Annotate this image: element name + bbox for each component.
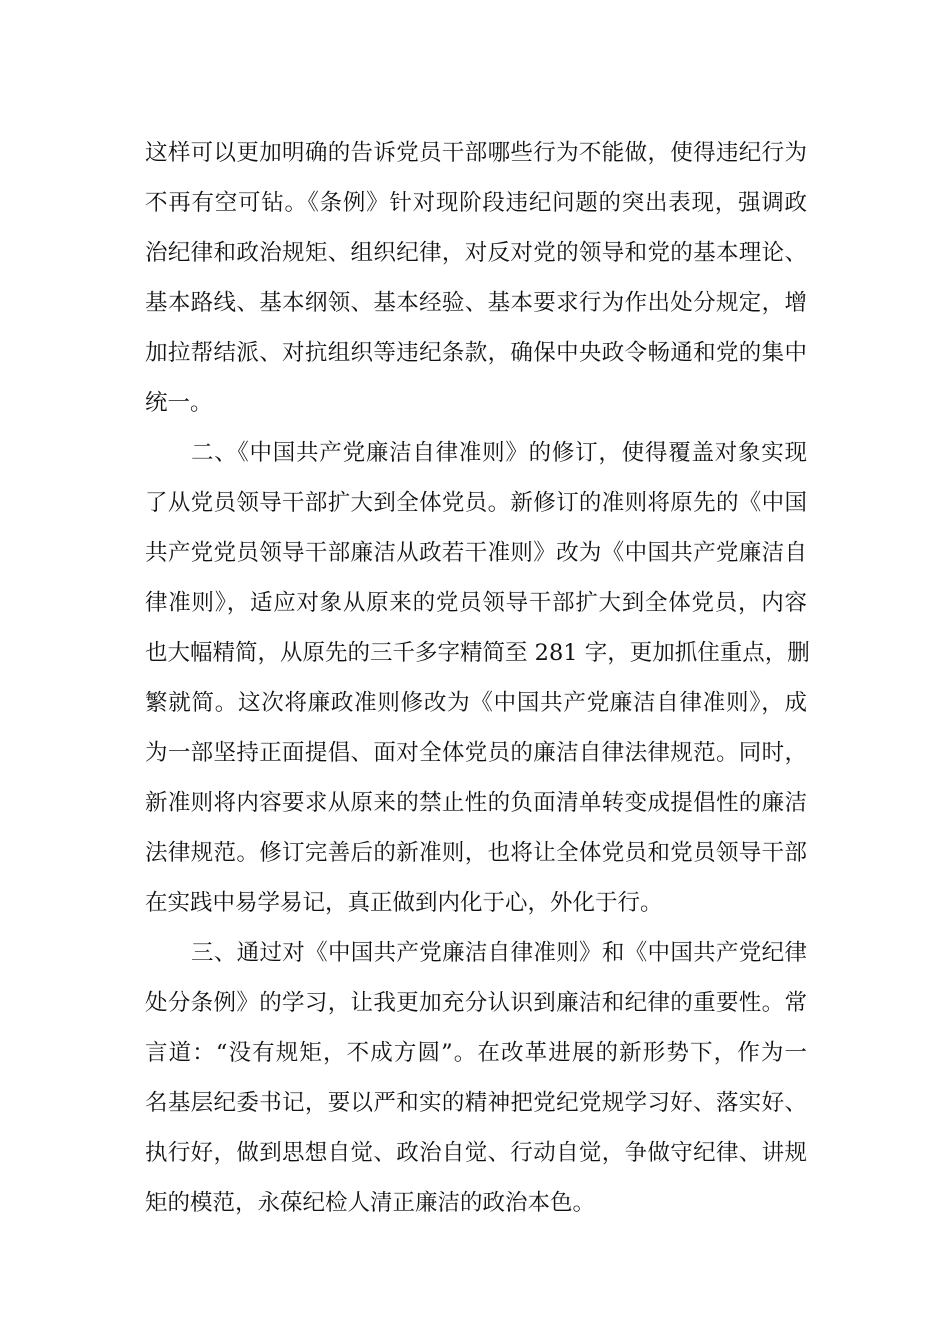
- text-line: 律准则》，适应对象从原来的党员领导干部扩大到全体党员，内容: [145, 590, 807, 616]
- paragraph-first-line: 三、通过对《中国共产党廉洁自律准则》和《中国共产党纪律: [191, 940, 807, 966]
- text-line: 新准则将内容要求从原来的禁止性的负面清单转变成提倡性的廉洁: [145, 790, 807, 816]
- text-line: 言道：“没有规矩，不成方圆”。在改革进展的新形势下，作为一: [145, 1040, 807, 1066]
- text-line: 了从党员领导干部扩大到全体党员。新修订的准则将原先的《中国: [145, 490, 807, 516]
- paragraph-first-line: 二、《中国共产党廉洁自律准则》的修订，使得覆盖对象实现: [191, 440, 807, 466]
- text-line: 名基层纪委书记，要以严和实的精神把党纪党规学习好、落实好、: [145, 1090, 807, 1116]
- text-line: 繁就简。这次将廉政准则修改为《中国共产党廉洁自律准则》，成: [145, 690, 807, 716]
- text-line: 执行好，做到思想自觉、政治自觉、行动自觉，争做守纪律、讲规: [145, 1140, 807, 1166]
- text-line: 统一。: [145, 390, 213, 416]
- text-line: 也大幅精简，从原先的三千多字精简至 281 字，更加抓住重点，删: [145, 640, 810, 666]
- text-line: 为一部坚持正面提倡、面对全体党员的廉洁自律法律规范。同时，: [145, 740, 807, 766]
- text-line: 不再有空可钻。《条例》针对现阶段违纪问题的突出表现，强调政: [145, 190, 807, 216]
- text-line: 基本路线、基本纲领、基本经验、基本要求行为作出处分规定，增: [145, 290, 807, 316]
- text-line: 治纪律和政治规矩、组织纪律，对反对党的领导和党的基本理论、: [145, 240, 807, 266]
- text-line: 这样可以更加明确的告诉党员干部哪些行为不能做，使得违纪行为: [145, 140, 807, 166]
- text-line: 矩的模范，永葆纪检人清正廉洁的政治本色。: [145, 1190, 596, 1216]
- text-line: 法律规范。修订完善后的新准则，也将让全体党员和党员领导干部: [145, 840, 807, 866]
- text-line: 共产党党员领导干部廉洁从政若干准则》改为《中国共产党廉洁自: [145, 540, 807, 566]
- text-line: 处分条例》的学习，让我更加充分认识到廉洁和纪律的重要性。常: [145, 990, 807, 1016]
- text-line: 在实践中易学易记，真正做到内化于心，外化于行。: [145, 890, 663, 916]
- text-line: 加拉帮结派、对抗组织等违纪条款，确保中央政令畅通和党的集中: [145, 340, 807, 366]
